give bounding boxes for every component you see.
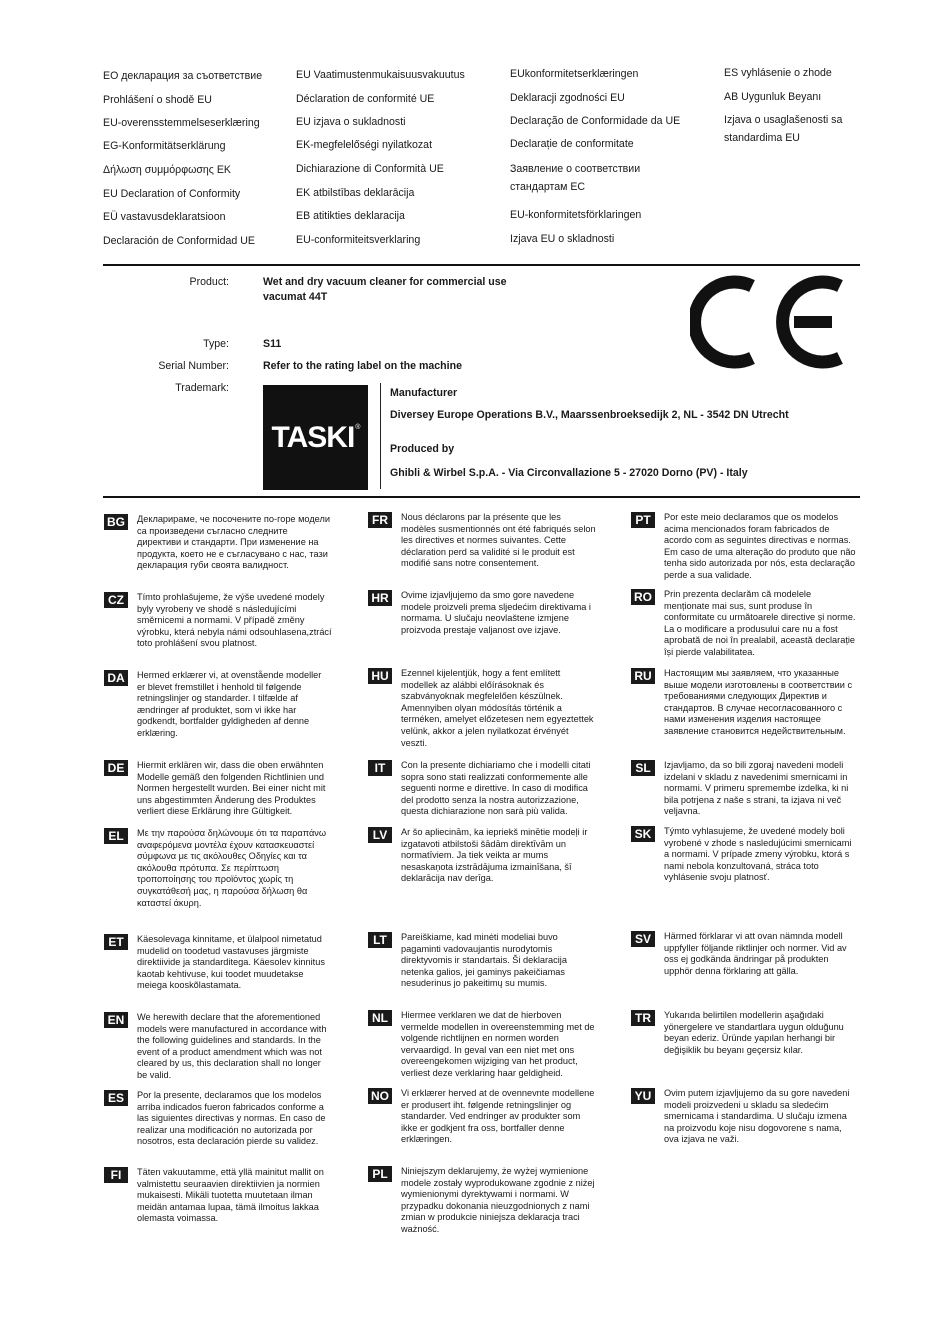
declaration-text: Käesolevaga kinnitame, et ülalpool nimetatud mudelid on toodetud vastavuses järgmiste direktiivide ja standarditega. Käesolev kinnitus kaotab kehtivuse, kui toodet muudetakse meiega kooskõlastamata. (137, 934, 325, 991)
language-badge: HU (368, 668, 392, 684)
declaration-text: Por este meio declaramos que os modelos acima mencionados foram fabricados de acordo com as seguintes directivas e normas. Em caso de uma alteração do produto que não tenha sido autorizada por nós, esta declaração perde a sua validade. (664, 512, 856, 580)
declaration-text: We herewith declare that the aforementioned models were manufactured in accordance with the following guidelines and standards. In the event of a product amendment which was not cleared by us, this declaration shall no longer be valid. (137, 1012, 327, 1080)
language-badge: DE (104, 760, 128, 776)
declaration-text: Hermed erklærer vi, at ovenstående modeller er blevet fremstillet i henhold til følgende retningslinjer og standarder. I tilfælde af ændringer af produktet, som vi ikke har godkendt, bortfalder gyldigheden af denne erklæring. (137, 670, 322, 738)
language-badge: TR (631, 1010, 655, 1026)
declaration-text: Con la presente dichiariamo che i modelli citati sopra sono stati realizzati conformemente alle seguenti norme e direttive. In caso di modifica del prodotto senza la nostra autorizzazione, questa dichiarazione non sarà più valida. (401, 760, 591, 817)
language-badge: SV (631, 931, 655, 947)
declaration-text: Härmed förklarar vi att ovan nämnda modell uppfyller följande riktlinjer och normer. Vid av oss ej godkända ändringar på produkten upphör denna förklaring att gälla. (664, 931, 847, 976)
language-badge: ES (104, 1090, 128, 1106)
title-text: ES vyhlásenie o zhode (724, 67, 832, 79)
language-badge: IT (368, 760, 392, 776)
language-badge: DA (104, 670, 128, 686)
taski-logo (263, 385, 368, 490)
type-value: S11 (263, 338, 282, 350)
title-text: Dichiarazione di Conformità UE (296, 163, 444, 175)
declaration-text: Ezennel kijelentjük, hogy a fent említett modellek az alábbi előírásoknak és szabványoknak megfelelően készülnek. Amennyiben olyan módosítás történik a terméken, amelyet előzetesen nem egyeztettek velünk, akkor a jelen nyilatkozat érvényét veszti. (401, 668, 594, 748)
title-text: EK-megfelelőségi nyilatkozat (296, 139, 433, 151)
language-badge: RO (631, 589, 655, 605)
declaration-text: Yukarıda belirtilen modellerin aşağıdaki yönergelere ve standartlara uygun olduğunu beyan ederiz. Üründe yapılan herhangi bir değişiklik bu beyanı geçersiz kılar. (664, 1010, 844, 1055)
title-text: EB atitikties deklaracija (296, 210, 405, 222)
declaration-text: Täten vakuutamme, että yllä mainitut mallit on valmistettu seuraavien direktiivien ja normien mukaisesti. Mikäli tuotetta muutetaan ilman meidän antamaa lupaa, tämä ilmoitus lakkaa olemasta voimassa. (137, 1167, 324, 1224)
title-text: EU-conformiteitsverklaring (296, 234, 421, 246)
manufacturer-value: Diversey Europe Operations B.V., Maarssenbroeksedijk 2, NL - 3542 DN Utrecht (390, 409, 789, 421)
declaration-text: Ovime izjavljujemo da smo gore navedene modele proizveli prema sljedećim direktivama i normama. U slučaju neovlaštene izmjene proizvoda prestaje valjanost ove izjave. (401, 590, 591, 635)
title-text: EU-overensstemmelseserklæring (103, 117, 260, 129)
language-badge: ET (104, 934, 128, 950)
language-badge: NO (368, 1088, 392, 1104)
declaration-text: Izjavljamo, da so bili zgoraj navedeni modeli izdelani v skladu z navedenimi smernicami in normami. V primeru spremembe izdelka, ki ni bila potrjena z naše s strani, ta izjava ni več veljavna. (664, 760, 849, 817)
title-text: Declaração de Conformidade da UE (510, 115, 681, 127)
title-text: EUkonformitetserklæringen (510, 68, 639, 80)
declaration-text: Tímto prohlašujeme, že výše uvedené modely byly vyrobeny ve shodě s následujícími směrnicemi a normami. V případě změny výrobku, která nebyla námi odsouhlasena,ztrácí toto prohlášení svou platnost. (137, 592, 332, 649)
declaration-text: Hiermee verklaren we dat de hierboven vermelde modellen in overeenstemming met de volgende richtlijnen en normen worden vervaardigd. In geval van een niet met ons overeengekomen wijziging van het product, verliest deze verklaring haar geldigheid. (401, 1010, 595, 1078)
title-text: AB Uygunluk Beyanı (724, 91, 822, 103)
language-badge: SK (631, 826, 655, 842)
language-badge: SL (631, 760, 655, 776)
language-badge: YU (631, 1088, 655, 1104)
language-badge: CZ (104, 592, 128, 608)
declaration-text: Niniejszym deklarujemy, że wyżej wymienione modele zostały wyprodukowane zgodnie z niżej wymienionymi dyrektywami i normami. W przypadku dokonania nieuzgodnionych z nami zmian w produkcie niniejsza deklaracja traci ważność. (401, 1166, 595, 1234)
title-text: Déclaration de conformité UE (296, 93, 435, 105)
title-text: Заявление о соответствии стандартам ЕС (510, 163, 641, 193)
language-badge: HR (368, 590, 392, 606)
language-badge: BG (104, 514, 128, 530)
middle-divider (103, 496, 860, 498)
language-badge: EN (104, 1012, 128, 1028)
title-text: Declarație de conformitate (510, 138, 634, 150)
top-divider (103, 264, 860, 266)
language-badge: FR (368, 512, 392, 528)
language-badge: LT (368, 932, 392, 948)
produced-by-value: Ghibli & Wirbel S.p.A. - Via Circonvallazione 5 - 27020 Dorno (PV) - Italy (390, 467, 748, 479)
declaration-text: Vi erklærer herved at de ovennevnte modellene er produsert iht. følgende retningslinjer og standarder. Ved endringer av produkter som ikke er godkjent fra oss, bortfaller denne erklæringen. (401, 1088, 595, 1145)
serial-label: Serial Number: (158, 360, 229, 372)
title-text: EK atbilstības deklarācija (296, 187, 415, 199)
language-badge: LV (368, 827, 392, 843)
declaration-text: Декларираме, че посочените по-горе модели са произведени съгласно следните директиви и стандарти. При изменение на продукта, което не е съгласувано с нас, тази декларация губи своята валидност. (137, 514, 330, 571)
declaration-text: Prin prezenta declarăm că modelele menționate mai sus, sunt produse în conformitate cu următoarele directive și norme. La o modificare a produsului care nu a fost aprobată de noi în prealabil, această declarație își pierde valabilitatea. (664, 589, 856, 657)
produced-by-label: Produced by (390, 443, 455, 455)
title-text: EÜ vastavusdeklaratsioon (103, 211, 226, 223)
language-badge: FI (104, 1167, 128, 1183)
title-text: EU-konformitetsförklaringen (510, 209, 642, 221)
declaration-text: Με την παρούσα δηλώνουμε ότι τα παραπάνω αναφερόμενα μοντέλα έχουν κατασκευαστεί σύμφωνα με τις ακόλουθες Οδηγίες και τα ακόλουθα πρότυπα. Σε περίπτωση τροποποίησης του προϊόντος χωρίς τη συγκατάθεσή μας, η παρούσα δήλωση θα καταστεί άκυρη. (137, 828, 327, 908)
declaration-text: Ovim putem izjavljujemo da su gore navedeni modeli proizvedeni u skladu sa sledećim smernicama i standardima. U slučaju izmena na proizvodu koje nisu dogovorene s nama, ova izjava ne važi. (664, 1088, 850, 1145)
product-label: Product: (189, 276, 229, 288)
title-text: Izjava EU o skladnosti (510, 233, 615, 245)
language-badge: NL (368, 1010, 392, 1026)
language-badge: RU (631, 668, 655, 684)
title-text: Δήλωση συμμόρφωσης ΕΚ (103, 164, 231, 176)
title-text: ЕО декларация за съответствие (103, 70, 263, 82)
declaration-text: Por la presente, declaramos que los modelos arriba indicados fueron fabricados conforme a las siguientes directivas y normas. En caso de realizar una modificación no autorizada por nosotros, esta declaración pierde su validez. (137, 1090, 326, 1147)
title-text: Declaración de Conformidad UE (103, 235, 255, 247)
declaration-titles (0, 0, 950, 260)
title-text: Izjava o usaglašenosti sa standardima EU (724, 114, 843, 144)
ce-mark (690, 272, 850, 372)
product-name: Wet and dry vacuum cleaner for commercial use (263, 276, 507, 288)
vertical-divider (380, 383, 381, 489)
title-text: EU Declaration of Conformity (103, 188, 241, 200)
declaration-text: Nous déclarons par la présente que les modèles susmentionnés ont été fabriqués selon les directives et normes suivantes. Cette déclaration perd sa validité si le produit est modifié sans notre consentement. (401, 512, 596, 569)
serial-value: Refer to the rating label on the machine (263, 360, 462, 372)
logo-registered-mark: ® (355, 424, 360, 431)
product-model: vacumat 44T (263, 291, 328, 303)
trademark-label: Trademark: (175, 382, 229, 394)
manufacturer-label: Manufacturer (390, 387, 458, 399)
title-text: Prohlášení o shodě EU (103, 94, 212, 106)
title-text: EG-Konformitätserklärung (103, 140, 226, 152)
declaration-text: Týmto vyhlasujeme, že uvedené modely boli vyrobené v zhode s nasledujúcimi smernicami a normami. V prípade zmeny výrobku, ktorá s nami nebola konzultovaná, stráca toto vyhlásenie svoju platnosť. (664, 826, 852, 883)
language-badge: PT (631, 512, 655, 528)
language-badge: EL (104, 828, 128, 844)
declaration-text: Настоящим мы заявляем, что указанные выше модели изготовлены в соответствии с требованиями следующих Директив и стандартов. В случае несогласованного с нами изменения изделия настоящее заявление становится недействительным. (664, 668, 853, 736)
title-text: Deklaracji zgodności EU (510, 92, 625, 104)
title-text: EU Vaatimustenmukaisuusvakuutus (296, 69, 465, 81)
declaration-text: Hiermit erklären wir, dass die oben erwähnten Modelle gemäß den folgenden Richtlinien und Normen hergestellt wurden. Bei einer nicht mit uns abgestimmten Änderung des Produktes verliert diese Erklärung ihre Gültigkeit. (137, 760, 326, 817)
language-badge: PL (368, 1166, 392, 1182)
declaration-text: Pareiškiame, kad minėti modeliai buvo pagaminti vadovaujantis nurodytomis direktyvomis ir standartais. Ši deklaracija netenka galios, jei gaminys pakeičiamas nesuderinus jo pakeitimų su mumis. (401, 932, 567, 989)
type-label: Type: (203, 338, 229, 350)
title-text: EU izjava o sukladnosti (296, 116, 406, 128)
logo-text: TASKI (271, 420, 355, 454)
declaration-text: Ar šo apliecinām, ka iepriekš minētie modeļi ir izgatavoti atbilstoši šādām direktīvām un normatīviem. Ja tiek veikta ar mums nesaskaņota izstrādājuma izmainīšana, šī deklarācija nav derīga. (401, 827, 588, 884)
